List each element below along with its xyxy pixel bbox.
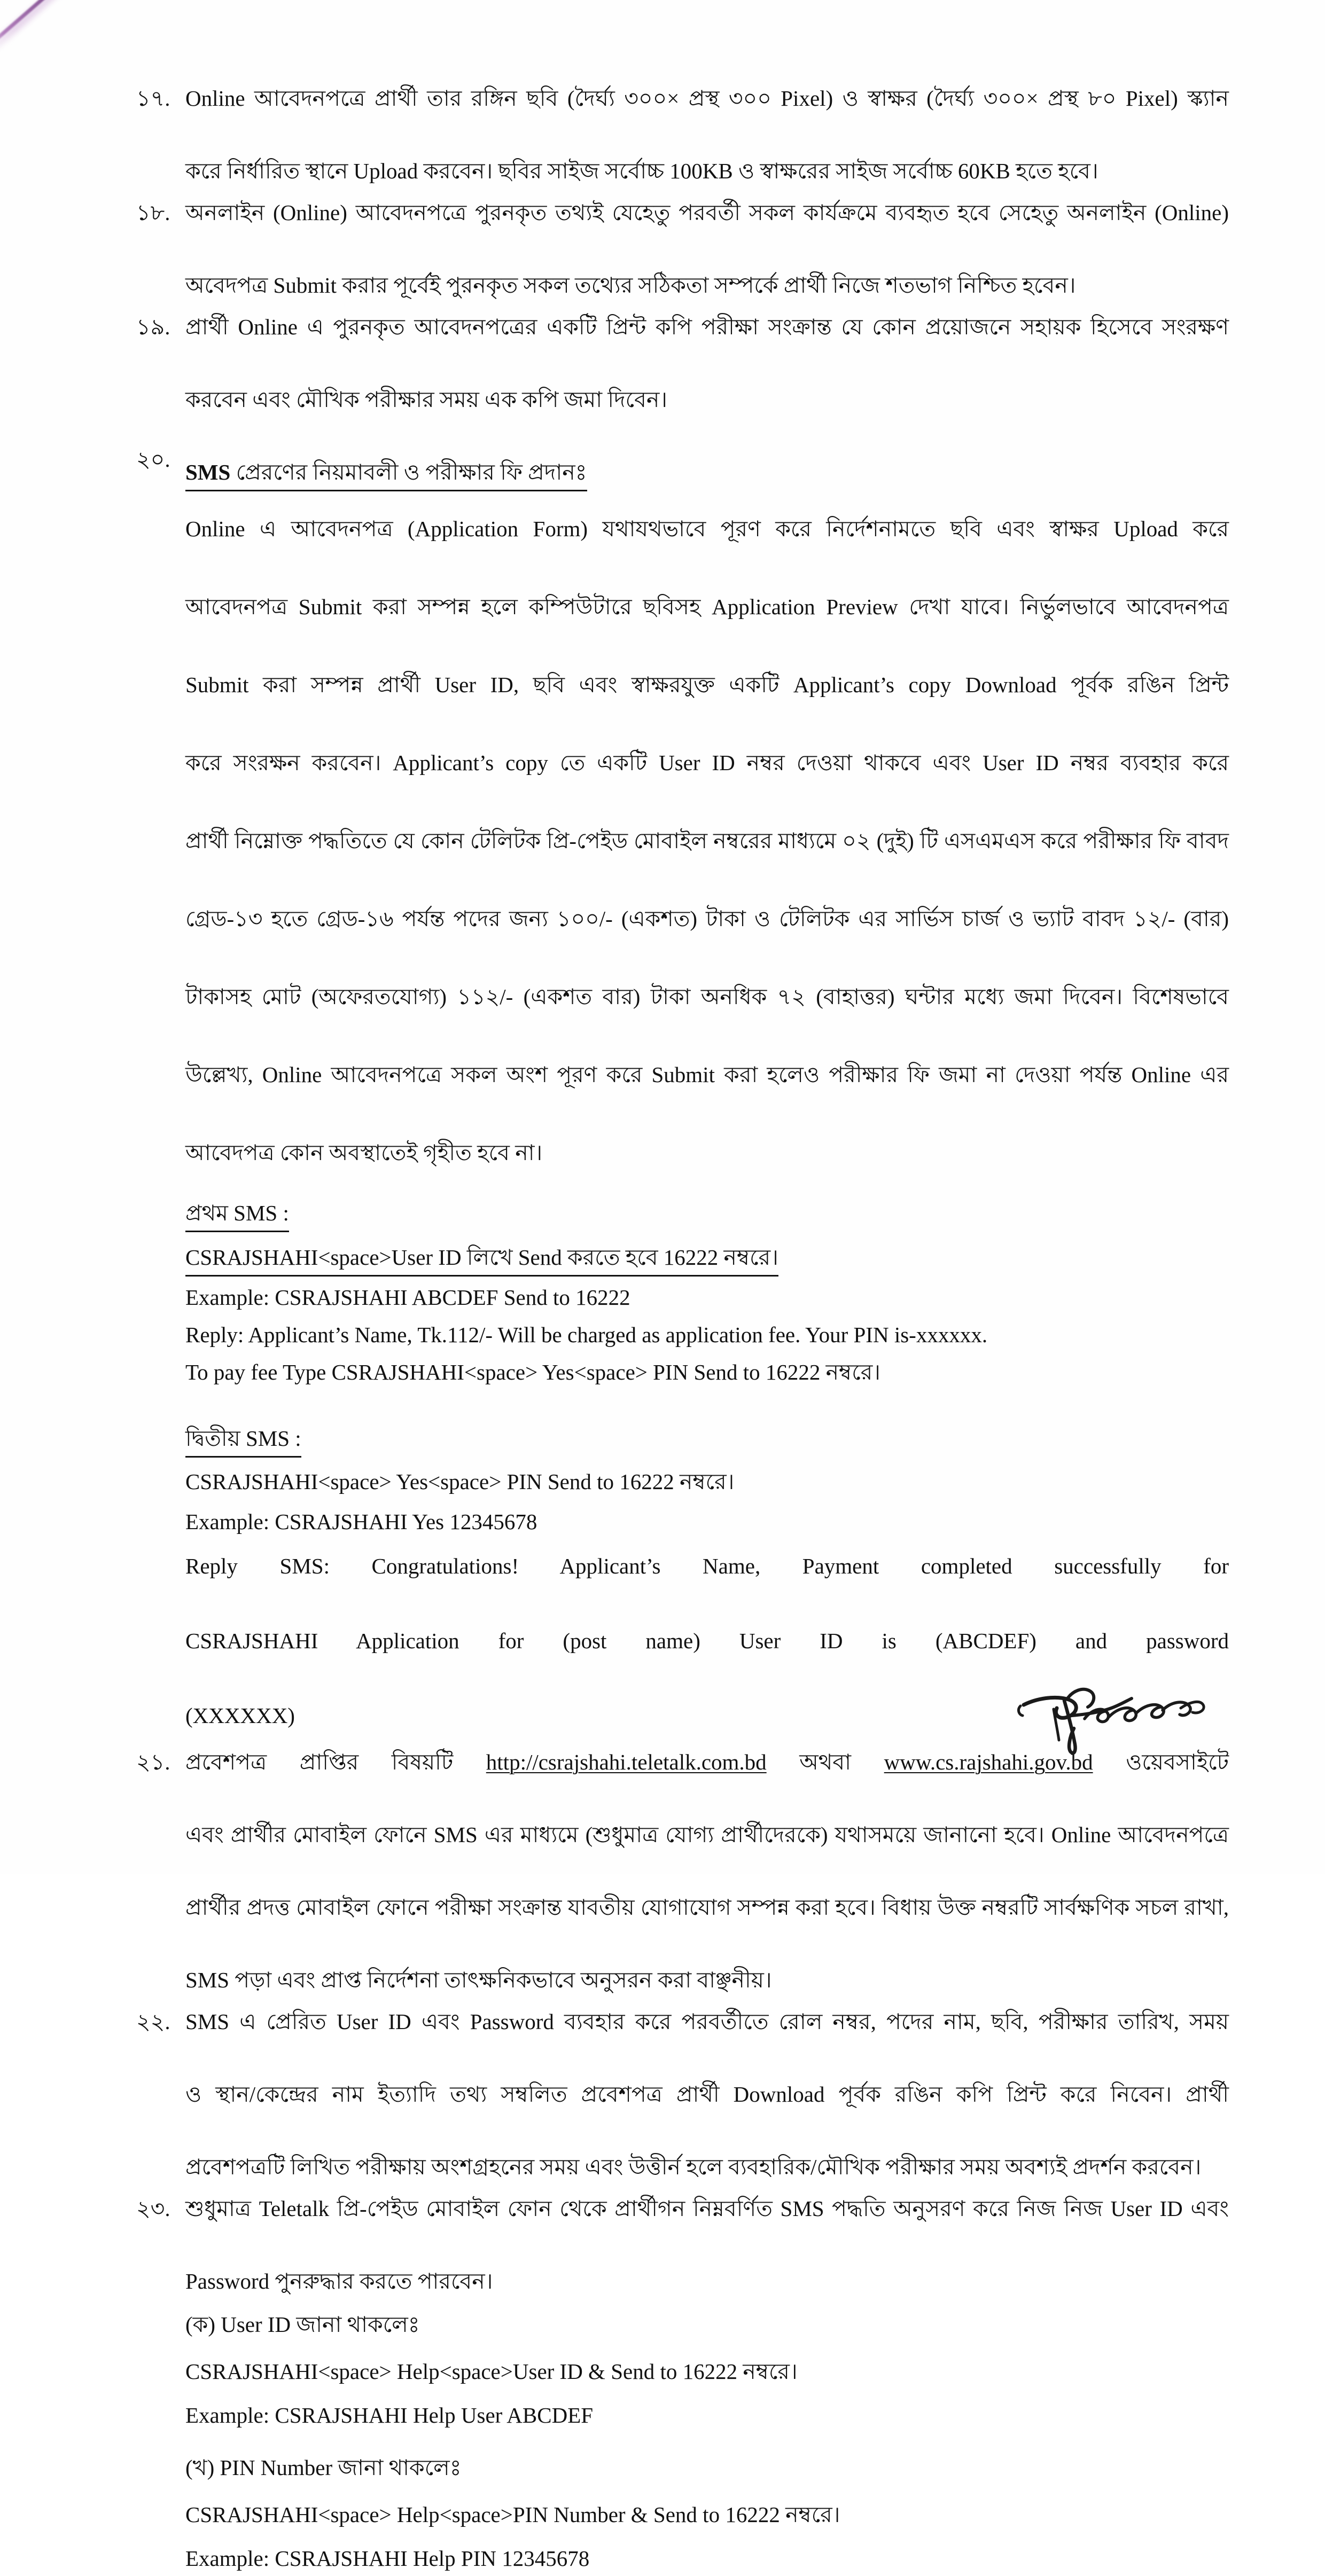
text-line: অনলাইন (Online) আবেদনপত্রে পুরনকৃত তথ্যই যেহেতু পরবর্তী সকল কার্যক্রমে ব্যবহৃত হবে সেহেতু অনলাইন (Online) <box>185 200 1229 225</box>
text-line: করে সংরক্ষন করবেন। Applicant’s copy তে একটি User ID নম্বর দেওয়া থাকবে এবং User ID নম্বর ব্যবহার করে <box>185 750 1229 775</box>
line-conjunction: অথবা <box>766 1750 884 1774</box>
text-line: প্রার্থীর প্রদত্ত মোবাইল ফোনে পরীক্ষা সংক্রান্ত যাবতীয় যোগাযোগ সম্পন্ন করা হবে। বিধায় উক্ত নম্বরটি সার্বক্ষণিক সচল রাখা, <box>185 1895 1229 1920</box>
text-line: ও স্থান/কেন্দ্রের নাম ইত্যাদি তথ্য সম্বলিত প্রবেশপত্র প্রার্থী Download পূর্বক রঙিন কপি প্রিন্ট করে নিবেন। প্রার্থী <box>185 2082 1229 2107</box>
second-sms-command: CSRAJSHAHI<space> Yes<space> PIN Send to 16222 নম্বরে। <box>185 1469 735 1494</box>
sms-rules-body <box>185 510 1229 1734</box>
document-content <box>136 80 1229 2576</box>
text-line: Online আবেদনপত্রে প্রার্থী তার রঙ্গিন ছবি (দৈর্ঘ্য ৩০০× প্রস্থ ৩০০ Pixel) ও স্বাক্ষর (দৈর্ঘ্য ৩০০× প্রস্থ ৮০ Pixel) স্ক্যান <box>185 86 1229 111</box>
item-number: ২২. <box>136 2009 170 2034</box>
text-line: আবেদনপত্র Submit করা সম্পন্ন হলে কম্পিউটারে ছবিসহ Application Preview দেখা যাবে। নির্ভুলভাবে আবেদনপত্র <box>185 594 1229 619</box>
list-item <box>136 309 1229 418</box>
handwritten-signature <box>1004 1677 1229 1784</box>
recovery-option-b-example: Example: CSRAJSHAHI Help PIN 12345678 <box>185 2546 590 2571</box>
list-item <box>136 2190 1229 2299</box>
text-line: SMS এ প্রেরিত User ID এবং Password ব্যবহার করে পরবর্তীতে রোল নম্বর, পদের নাম, ছবি, পরীক্ষার তারিখ, সময় <box>185 2009 1229 2034</box>
text-line: প্রার্থী Online এ পুরনকৃত আবেদনপত্রের একটি প্রিন্ট কপি পরীক্ষা সংক্রান্ত যে কোন প্রয়োজনে সহায়ক হিসেবে সংরক্ষণ <box>185 315 1229 339</box>
second-sms-heading <box>185 1421 301 1458</box>
text-line: অবেদপত্র Submit করার পূর্বেই পুরনকৃত সকল তথ্যের সঠিকতা সম্পর্কে প্রার্থী নিজে শতভাগ নিশ্চিত হবেন। <box>185 273 1076 297</box>
item-number: ১৯. <box>136 315 170 339</box>
recovery-option-b-command: CSRAJSHAHI<space> Help<space>PIN Number & Send to 16222 নম্বরে। <box>185 2502 840 2527</box>
first-sms-reply-line-1: Reply: Applicant’s Name, Tk.112/- Will be charged as application fee. Your PIN is-xxxxxx. <box>185 1322 988 1347</box>
list-item <box>136 2003 1229 2185</box>
item-number: ২৩. <box>136 2196 170 2221</box>
cs-rajshahi-website-link[interactable]: www.cs.rajshahi.gov.bd <box>884 1750 1093 1774</box>
item-text <box>185 309 1229 418</box>
text-line: করে নির্ধারিত স্থানে Upload করবেন। ছবির সাইজ সর্বোচ্চ 100KB ও স্বাক্ষরের সাইজ সর্বোচ্চ 60KB হতে হবে। <box>185 159 1098 183</box>
text-line: Password পুনরুদ্ধার করতে পারবেন। <box>185 2269 493 2293</box>
first-sms-command: CSRAJSHAHI<space>User ID লিখে Send করতে হবে 16222 নম্বরে। <box>185 1240 778 1277</box>
text-line: Online এ আবেদনপত্র (Application Form) যথাযথভাবে পূরণ করে নির্দেশনামতে ছবি এবং স্বাক্ষর Upload করে <box>185 516 1229 541</box>
item-number: ১৮. <box>136 200 170 225</box>
sms-rules-paragraph <box>185 510 1229 1172</box>
text-line: Reply SMS: Congratulations! Applicant’s Name, Payment completed successfully for <box>185 1554 1229 1578</box>
second-sms-example: Example: CSRAJSHAHI Yes 12345678 <box>185 1509 537 1534</box>
item-text <box>185 2003 1229 2185</box>
sms-heading-rest: প্রেরণের নিয়মাবলী ও পরীক্ষার ফি প্রদানঃ <box>230 460 587 484</box>
second-sms-heading-text: দ্বিতীয় SMS : <box>185 1426 301 1451</box>
text-line: প্রবেশপত্রটি লিখিত পরীক্ষায় অংশগ্রহনের সময় এবং উত্তীর্ন হলে ব্যবহারিক/মৌখিক পরীক্ষার সময় অবশ্যই প্রদর্শন করবেন। <box>185 2155 1202 2179</box>
item-text <box>185 441 1229 491</box>
sms-heading-keyword: SMS <box>185 460 231 484</box>
first-sms-reply-line-2: To pay fee Type CSRAJSHAHI<space> Yes<space> PIN Send to 16222 নম্বরে। <box>185 1360 880 1384</box>
text-line: (XXXXXX) <box>185 1703 295 1728</box>
recovery-option-a-example: Example: CSRAJSHAHI Help User ABCDEF <box>185 2403 594 2428</box>
first-sms-group <box>185 1182 1229 1389</box>
list-item <box>136 80 1229 189</box>
text-line: Submit করা সম্পন্ন প্রার্থী User ID, ছবি এবং স্বাক্ষরযুক্ত একটি Applicant’s copy Download পূর্বক রঙিন প্রিন্ট <box>185 672 1229 697</box>
item-text <box>185 194 1229 303</box>
text-line: SMS পড়া এবং প্রাপ্ত নির্দেশনা তাৎক্ষনিকভাবে অনুসরন করা বাঞ্ছনীয়। <box>185 1968 772 1992</box>
line-prefix: প্রবেশপত্র প্রাপ্তির বিষয়টি <box>185 1750 486 1774</box>
teletalk-website-link[interactable]: http://csrajshahi.teletalk.com.bd <box>486 1750 767 1774</box>
item-text <box>185 80 1229 189</box>
first-sms-heading: প্রথম SMS : <box>185 1196 289 1232</box>
list-item-sms-rules <box>136 441 1229 491</box>
list-item <box>136 194 1229 303</box>
text-line: টাকাসহ মোট (অফেরতযোগ্য) ১১২/- (একশত বার) টাকা অনধিক ৭২ (বাহাত্তর) ঘন্টার মধ্যে জমা দিবেন। বিশেষভাবে <box>185 984 1229 1009</box>
text-line: প্রার্থী নিম্নোক্ত পদ্ধতিতে যে কোন টেলিটক প্রি-পেইড মোবাইল নম্বরের মাধ্যমে ০২ (দুই) টি এসএমএস করে পরীক্ষার ফি বাবদ <box>185 828 1229 853</box>
item-number: ২১. <box>136 1750 170 1774</box>
item-number: ১৭. <box>136 86 170 111</box>
text-line: করবেন এবং মৌখিক পরীক্ষার সময় এক কপি জমা দিবেন। <box>185 387 668 412</box>
item-text <box>185 2190 1229 2299</box>
item-number: ২০. <box>136 447 170 472</box>
text-line: উল্লেখ্য, Online আবেদনপত্রে সকল অংশ পূরণ করে Submit করা হলেও পরীক্ষার ফি জমা না দেওয়া পর্যন্ত Online এর <box>185 1062 1229 1087</box>
text-line: গ্রেড-১৩ হতে গ্রেড-১৬ পর্যন্ত পদের জন্য ১০০/- (একশত) টাকা ও টেলিটক এর সার্ভিস চার্জ ও ভ্যাট বাবদ ১২/- (বার) <box>185 906 1229 931</box>
user-id-recovery-block <box>185 2307 1229 2576</box>
text-line: CSRAJSHAHI Application for (post name) User ID is (ABCDEF) and password <box>185 1628 1229 1653</box>
text-line: আবেদপত্র কোন অবস্থাতেই গৃহীত হবে না। <box>185 1140 543 1165</box>
sms-rules-heading <box>185 455 587 491</box>
recovery-option-a-command: CSRAJSHAHI<space> Help<space>User ID & Send to 16222 নম্বরে। <box>185 2359 798 2384</box>
text-line: এবং প্রার্থীর মোবাইল ফোনে SMS এর মাধ্যমে (শুধুমাত্র যোগ্য প্রার্থীদেরকে) যথাসময়ে জানানো হবে। Online আবেদনপত্রে <box>185 1822 1229 1847</box>
recovery-option-b-label: (খ) PIN Number জানা থাকলেঃ <box>185 2455 462 2480</box>
line-suffix: ওয়েবসাইটে <box>1093 1750 1229 1774</box>
recovery-option-a-label: (ক) User ID জানা থাকলেঃ <box>185 2312 420 2337</box>
first-sms-example: Example: CSRAJSHAHI ABCDEF Send to 16222 <box>185 1285 630 1310</box>
text-line: শুধুমাত্র Teletalk প্রি-পেইড মোবাইল ফোন থেকে প্রার্থীগন নিম্নবর্ণিত SMS পদ্ধতি অনুসরণ করে নিজ নিজ User ID এবং <box>185 2196 1229 2221</box>
